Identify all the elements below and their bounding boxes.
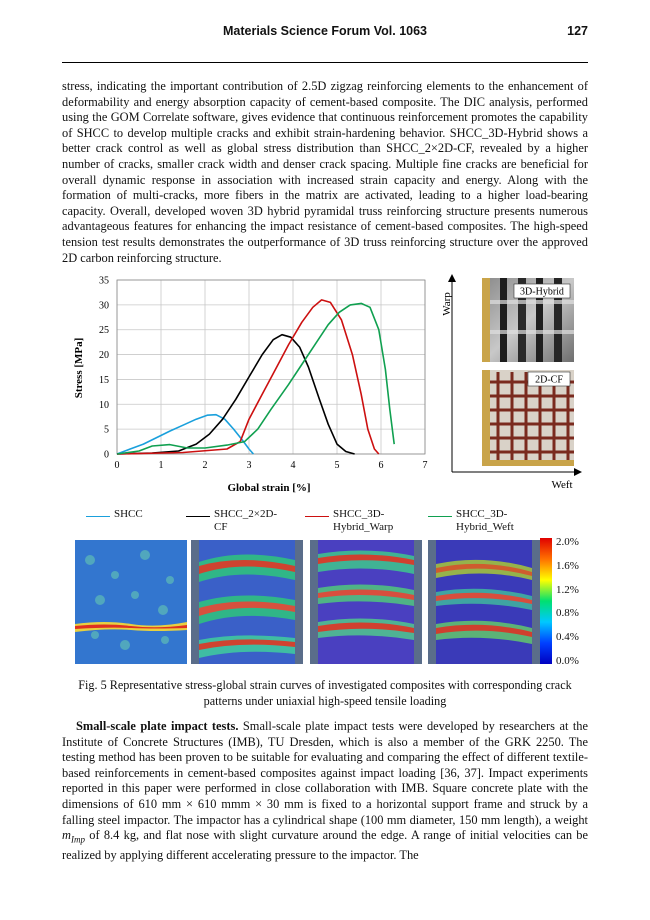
dic-image-3d-hybrid-warp: [310, 540, 422, 664]
y-tick-label: 0: [104, 449, 109, 461]
series-line-shcc-2-2d-cf: [117, 335, 355, 454]
warp-arrow-icon: [448, 274, 456, 282]
warp-label: Warp: [441, 292, 453, 316]
scale-label: 0.8%: [556, 607, 579, 619]
legend-label: SHCC_3D-Hybrid_Warp: [333, 508, 394, 533]
series-line-shcc-3d-hybrid-warp: [117, 300, 379, 454]
page-number: 127: [567, 24, 588, 38]
scale-label: 2.0%: [556, 536, 579, 548]
photo-3d-hybrid: [482, 278, 574, 362]
x-tick-label: 2: [202, 460, 208, 471]
legend-label: SHCC_3D-Hybrid_Weft: [456, 508, 514, 533]
paragraph-2: [62, 719, 588, 864]
impactor-mass-symbol: $m_{Imp}$: [62, 828, 85, 845]
tag-3d-hybrid: 3D-Hybrid: [520, 286, 564, 298]
figure-caption: Fig. 5 Representative stress-global strain curves of investigated composites with corresponding crack patterns under uniaxial high-speed tensile loading: [78, 678, 572, 708]
x-axis-label: Global strain [%]: [227, 482, 311, 494]
dic-image-shcc: [75, 540, 187, 664]
journal-title: Materials Science Forum Vol. 1063: [222, 24, 428, 38]
header-rule: [62, 62, 588, 63]
scale-label: 1.6%: [556, 560, 579, 572]
reinforcement-images: [436, 272, 586, 488]
legend-swatch: [186, 516, 210, 517]
y-tick-label: 15: [99, 374, 109, 386]
x-tick-label: 0: [114, 460, 120, 471]
y-tick-label: 20: [99, 350, 109, 362]
x-tick-label: 1: [158, 460, 164, 471]
legend-label: SHCC: [114, 508, 143, 520]
legend-swatch: [86, 516, 110, 517]
x-tick-label: 4: [290, 460, 296, 471]
legend-swatch: [305, 516, 329, 517]
x-tick-label: 3: [246, 460, 252, 471]
tag-2d-cf: 2D-CF: [535, 374, 563, 386]
y-tick-label: 5: [104, 424, 109, 436]
x-tick-label: 5: [334, 460, 340, 471]
strain-color-scale: [540, 538, 552, 664]
paragraph-2-text-a: Small-scale plate impact tests were developed by researchers at the Institute of Concrete Structures (IMB), TU Dresden, which is also a member of the GRK 2250. The testing method has been proven to be suitable for evaluating and comparing the effect of different textile-based reinforcements in cement-based composites against impact loading [36, 37]. Impact experiments reported in this paper were performed in close collaboration with IMB. Square concrete plate with the dimensions of 610 mm × 610 mmm × 30 mm is fixed to a horizontal support frame and struck by a falling steel impactor. The impactor has a cylindrical shape (100 mm diameter, 150 mm length), a weight: [62, 719, 588, 827]
x-tick-label: 7: [422, 460, 428, 471]
dic-image-2x2d-cf: [191, 540, 303, 664]
stress-strain-chart: [62, 270, 434, 500]
paragraph-2-text-b: of 8.4 kg, and flat nose with slight curvature around the edge. A range of initial velocities can be realized by applying different accelerating pressure to the impactor. The: [62, 828, 588, 863]
scale-label: 0.4%: [556, 631, 579, 643]
plot-frame: [117, 280, 425, 454]
y-tick-label: 25: [99, 325, 109, 337]
y-tick-label: 30: [99, 300, 109, 312]
scale-label: 1.2%: [556, 584, 579, 596]
paragraph-1: stress, indicating the important contribution of 2.5D zigzag reinforcing elements to the enhancement of deformability and energy absorption capacity of cement-based composite. The DIC analysis, performed using the GOM Correlate software, gives evidence that continuous reinforcement promotes the capability of SHCC to develop multiple cracks and exhibit strain-hardening behavior. SHCC_3D-Hybrid shows a better crack control as well as global stress distribution than SHCC_2×2D-CF, revealed by a higher number of cracks, smaller crack width and denser crack spacing. Multiple fine cracks are beneficial for overall dynamic response in association with increased strain capacity and energy. Along with the formation of multi-cracks, more fibers in the matrix are activated, leading to a higher load-bearing capacity. Overall, developed woven 3D hybrid pyramidal truss reinforcing structure presents numerous advantageous features for enhancing the impact resistance of cement-based composites. The high-speed tension test results demonstrates the outperformance of 3D truss reinforcing structure over the approved 2D carbon reinforcing structure.: [62, 79, 588, 265]
y-axis-label: Stress [MPa]: [73, 337, 85, 399]
page-header: [62, 22, 588, 42]
y-tick-label: 35: [99, 275, 109, 287]
legend-swatch: [428, 516, 452, 517]
section-heading: Small-scale plate impact tests.: [76, 719, 239, 733]
series-line-shcc-3d-hybrid-weft: [117, 303, 394, 454]
y-tick-label: 10: [99, 399, 109, 411]
dic-image-3d-hybrid-weft: [428, 540, 540, 664]
x-tick-label: 6: [378, 460, 384, 471]
weft-arrow-icon: [574, 468, 582, 476]
legend-label: SHCC_2×2D-CF: [214, 508, 278, 533]
scale-label: 0.0%: [556, 655, 579, 667]
weft-label: Weft: [551, 479, 573, 488]
photo-2d-cf: [482, 370, 574, 466]
